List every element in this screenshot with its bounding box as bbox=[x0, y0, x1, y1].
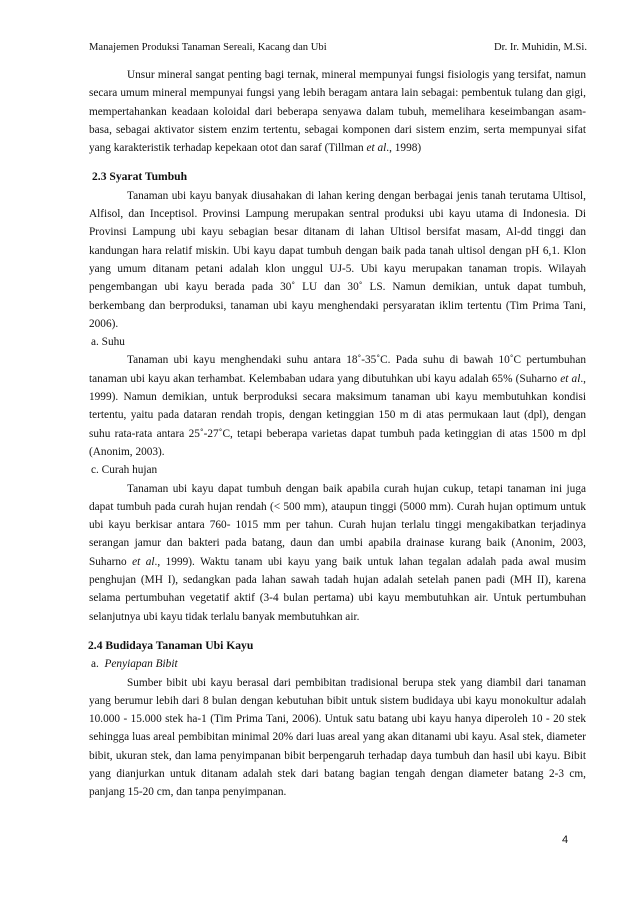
penyiapan-bibit-paragraph: Sumber bibit ubi kayu berasal dari pembibitan tradisional berupa stek yang diambil dari tanaman yang berumur lebih dari 8 bulan dengan kebutuhan bibit untuk sistem budidaya ubi kayu monokultur adalah 10.000 - 15.000 stek ha-1 (Tim Prima Tani, 2006). Untuk satu batang ubi kayu hanya diperoleh 10 - 20 stek sehingga luas areal pembibitan minimal 20% dari luas areal yang akan ditanami ubi kayu. Asal stek, diameter bibit, ukuran stek, dan lama penyimpanan bibit berpengaruh terhadap daya tumbuh dan hasil ubi kayu. Bibit yang dianjurkan untuk ditanam adalah stek dari batang bagian tengah dengan diameter batang 2-3 cm, panjang 15-20 cm, dan tanpa penyimpanan. bbox=[89, 676, 586, 799]
intro-et-al: et al bbox=[366, 142, 387, 155]
intro-paragraph bbox=[89, 66, 586, 157]
page-number: 4 bbox=[562, 834, 569, 846]
subheading-curah-hujan: c. Curah hujan bbox=[91, 464, 158, 477]
running-header bbox=[89, 41, 587, 55]
suhu-text: Tanaman ubi kayu menghendaki suhu antara 18˚-35˚C. Pada suhu di bawah 10˚C pertumbuhan tanaman ubi kayu akan terhambat. Kelembaban udara yang dibutuhkan ubi kayu adalah 65% (Suharno bbox=[89, 354, 586, 385]
intro-citation-end: ., 1998) bbox=[386, 142, 422, 155]
header-title: Manajemen Produksi Tanaman Sereali, Kacang dan Ubi bbox=[89, 42, 327, 53]
subheading-prefix: a. bbox=[91, 658, 99, 671]
curah-hujan-et-al: et al bbox=[132, 555, 155, 568]
syarat-tumbuh-paragraph: Tanaman ubi kayu banyak diusahakan di lahan kering dengan berbagai jenis tanah terutama Ultisol, Alfisol, dan Inceptisol. Provinsi Lampung merupakan sentral produksi ubi kayu utama di Indonesia. Di Provinsi Lampung ubi kayu sebagian besar ditanam di lahan Ultisol bersifat masam, Al-dd tinggi dan kandungan hara relatif miskin. Ubi kayu dapat tumbuh dengan baik pada tanah ultisol dengan pH 6,1. Klon yang umum ditanam petani adalah klon unggul UJ-5. Ubi kayu merupakan tanaman tropis. Wilayah pengembangan ubi kayu berada pada 30˚ LU dan 30˚ LS. Namun demikian, untuk dapat tumbuh, berkembang dan berproduksi, tanaman ubi kayu menghendaki persyaratan iklim tertentu (Tim Prima Tani, 2006). bbox=[89, 189, 586, 330]
section-heading-2-4: 2.4 Budidaya Tanaman Ubi Kayu bbox=[88, 638, 254, 652]
subheading-penyiapan-bibit bbox=[89, 655, 586, 673]
suhu-text-cont: ., 1999). Namun demikian, untuk berproduksi secara maksimum tanaman ubi kayu membutuhkan kondisi tertentu, yaitu pada dataran rendah tropis, dengan ketinggian 150 m di atas permukaan laut (dpl), dengan suhu rata-rata antara 25˚-27˚C, tetapi beberapa varietas dapat tumbuh pada ketinggian di atas 1500 m dpl (Anonim, 2003). bbox=[89, 372, 586, 458]
curah-hujan-paragraph bbox=[89, 480, 586, 626]
curah-hujan-text: Tanaman ubi kayu dapat tumbuh dengan baik apabila curah hujan cukup, tetapi tanaman ini juga dapat tumbuh pada curah hujan rendah (< 500 mm), ataupun tinggi (5000 mm). Curah hujan optimum untuk ubi kayu berkisar antara 760- 1015 mm per tahun. Curah hujan terlalu tinggi mengakibatkan terjadinya serangan jamur dan bakteri pada batang, daun dan umbi apabila drainase kurang baik (Anonim, 2003, Suharno bbox=[89, 482, 586, 568]
subheading-label: Penyiapan Bibit bbox=[104, 658, 178, 671]
suhu-et-al: et al bbox=[560, 372, 581, 385]
intro-text: Unsur mineral sangat penting bagi ternak, mineral mempunyai fungsi fisiologis yang tersifat, namun secara umum mineral mempunyai fungsi yang lebih beragam antara lain sebagai: pembentuk tulang dan gigi, mempertahankan keadaan koloidal dari beberapa senyawa dalam tubuh, memelihara keseimbangan asam-basa, sebagai aktivator sistem enzim tertentu, sebagai komponen dari sistem enzim, serta mempunyai sifat yang karakteristik terhadap kepekaan otot dan saraf (Tillman bbox=[89, 69, 586, 155]
page-body bbox=[89, 66, 586, 802]
subheading-suhu: a. Suhu bbox=[91, 336, 125, 349]
header-author: Dr. Ir. Muhidin, M.Si. bbox=[494, 42, 587, 53]
suhu-paragraph bbox=[89, 351, 586, 461]
section-heading-2-3: 2.3 Syarat Tumbuh bbox=[92, 170, 188, 184]
curah-hujan-text-cont: ., 1999). Waktu tanam ubi kayu yang baik untuk lahan tegalan adalah pada awal musim penghujan (MH I), sedangkan pada lahan sawah tadah hujan adalah setelah panen padi (MH II), karena selama pertumbuhan vegetatif aktif (3-4 bulan pertama) ubi kayu membutuhkan air. Untuk pertumbuhan selanjutnya ubi kayu tidak terlalu banyak membutuhkan air. bbox=[89, 555, 586, 623]
